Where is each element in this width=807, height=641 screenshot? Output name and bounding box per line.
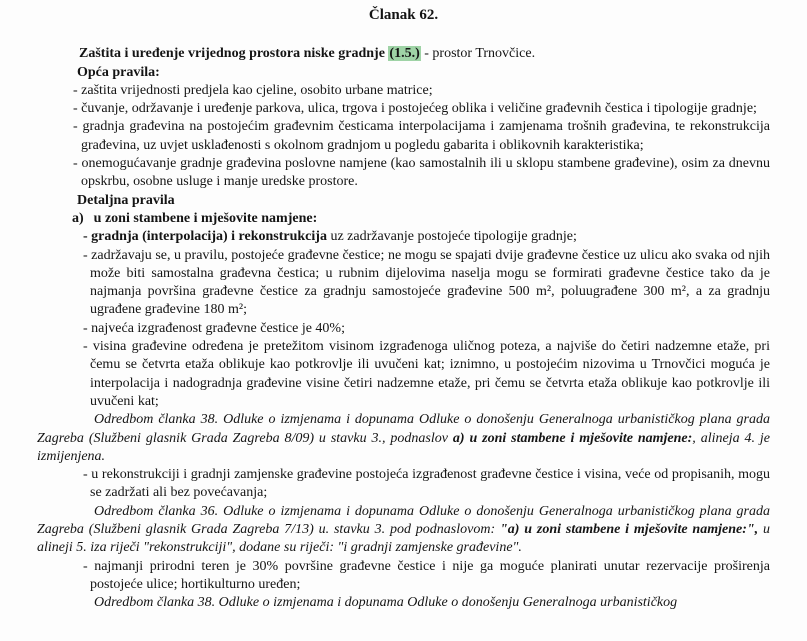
general-rule-item-4: - onemogućavanje gradnje građevina poslovne namjene (kao samostalnih ili u sklopu stambene građevine), osim za dnevnu opskrbu, osobne usluge i manje uredske prostore. [73, 156, 770, 190]
general-rule-item-2: - čuvanje, održavanje i uređenje parkova, ulica, trgova i postojećeg oblika i veličine građevnih čestica i tipologije gradnje; [73, 101, 757, 117]
detailed-rules-heading: Detaljna pravila [77, 192, 175, 208]
zone-title: u zoni stambene i mješovite namjene: [93, 210, 318, 226]
amendment-1-text-b: , alineja 4. je izmijenjena. [37, 430, 770, 464]
amendment-1-text-a: Odredbom članka 38. Odluke o izmjenama i dopunama Odluke o donošenju Generalnoga urbanističkog plana grada Zagreba (Službeni glasnik Grada Zagreba 8/09) u stavku 3., podnaslov [37, 412, 770, 446]
detailed-rule-item-3: - najveća izgrađenost građevne čestice je 40%; [83, 320, 345, 336]
detailed-rule-item-6: - najmanji prirodni teren je 30% površine građevne čestice i nije ga moguće planirati unutar rezervacije proširenja postojeće ulice; hortikulturno uređen; [83, 558, 770, 592]
general-rule-item-1: - zaštita vrijednosti predjela kao cjeline, osobito urbane matrice; [73, 82, 433, 98]
general-rule-item-3: - gradnja građevina na postojećim građevnim česticama interpolacijama i zamjenama trošnih građevina, te rekonstrukcija građevina, uz uvjet usklađenosti s okolnom gradnjom u pogledu gabarita i oblikovnih karakteristika; [73, 119, 770, 153]
amendment-note-clipped: Odredbom članka 38. Odluke o izmjenama i dopunama Odluke o donošenju Generalnoga urbanističkog [94, 595, 678, 611]
zone-heading [72, 210, 770, 228]
intro-paragraph [79, 45, 770, 63]
amendment-2-bold: "a) u zoni stambene i mješovite namjene:", [499, 522, 759, 538]
intro-bold-text: Zaštita i uređenje vrijednog prostora niske gradnje [79, 46, 389, 62]
detailed-rule-item-5: - u rekonstrukciji i gradnji zamjenske građevine postojeća izgrađenost građevne čestice i visina, veće od propisanih, mogu se zadržati ali bez povećavanja; [83, 467, 770, 501]
amendment-note-1 [37, 411, 770, 466]
amendment-1-bold: a) u zoni stambene i mješovite namjene: [452, 430, 693, 446]
detailed-rule-item-2: - zadržavaju se, u pravilu, postojeće građevne čestice; ne mogu se spajati dvije građevne čestice uz ulicu ako svaka od njih može biti samostalna građevna čestica; u rubnim dijelovima naselja mogu se formirati građevne čestice tako da je najmanja površina građevne čestice za gradnju samostojeće građevine 500 m², poluugrađene 300 m², a za gradnju ugrađene građevine 180 m²; [83, 247, 770, 318]
detailed-rule-item-1-text: uz zadržavanje postojeće tipologije gradnje; [326, 229, 577, 245]
amendment-note-2 [37, 503, 770, 558]
section-ref-highlight: (1.5.) [389, 46, 420, 62]
detailed-rule-item-1-bold: - gradnja (interpolacija) i rekonstrukcija [83, 229, 327, 245]
detailed-rule-item-1 [37, 228, 770, 246]
intro-normal-text: - prostor Trnovčice. [420, 46, 536, 62]
amendment-2-text-b: u alineji 5. iza riječi "rekonstrukciji", dodane su riječi: "i gradnji zamjenske građevine". [37, 522, 770, 556]
zone-marker: a) [72, 210, 84, 226]
amendment-2-text-a: Odredbom članka 36. Odluke o izmjenama i dopunama Odluke o donošenju Generalnoga urbanističkog plana grada Zagreba (Službeni glasnik Grada Zagreba 7/13) u. stavku 3. pod podnaslovom: [37, 503, 770, 538]
article-title: Članak 62. [368, 7, 439, 23]
detailed-rule-item-4: - visina građevine određena je pretežitom visinom izgrađenoga uličnog poteza, a najviše do četiri nadzemne etaže, pri čemu se četvrta etaža oblikuje kao potkrovlje ili uvučeni kat; iznimno, u postojećim nizovima u Trnovčici moguća je interpolacija i nadogradnja građevine visine četiri nadzemne etaže, pri čemu se četvrta etaža oblikuje kao potkrovlje ili uvučeni kat; [83, 339, 770, 409]
general-rules-heading: Opća pravila: [77, 64, 160, 80]
